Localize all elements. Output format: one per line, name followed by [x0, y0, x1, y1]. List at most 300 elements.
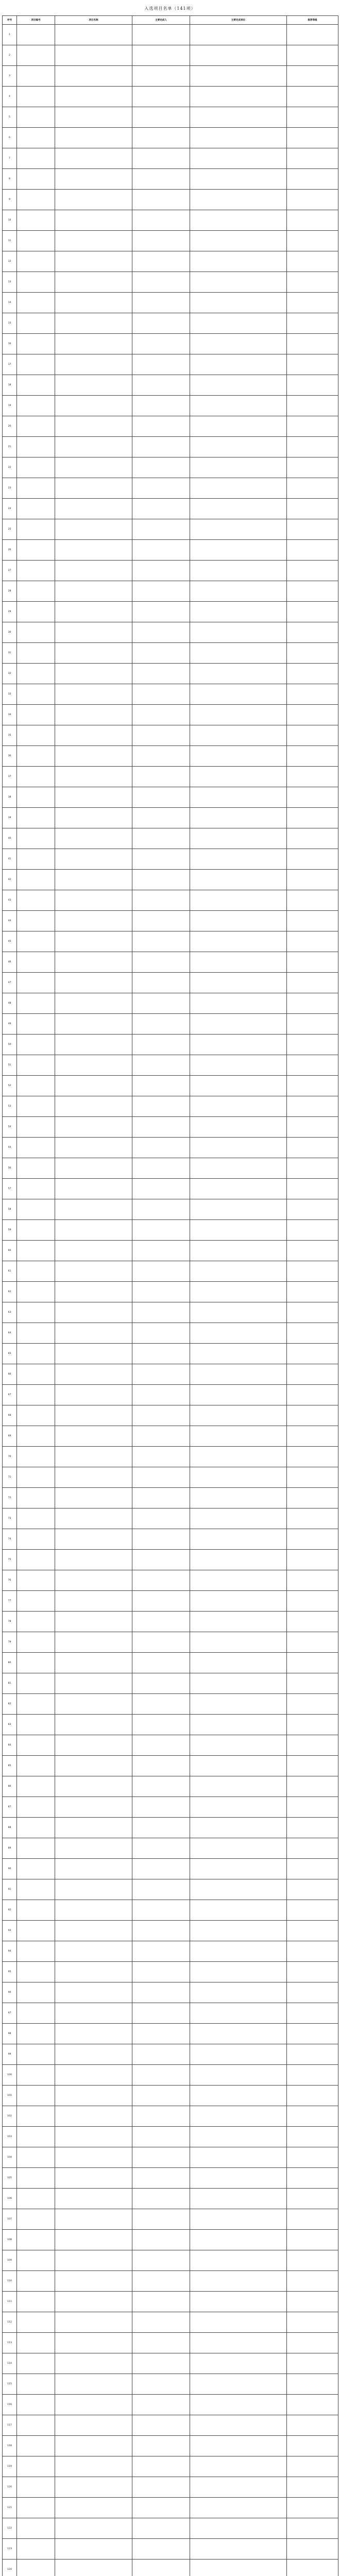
cell-no: 56 [3, 1158, 17, 1179]
table-row [3, 2127, 338, 2147]
cell-name [55, 870, 132, 890]
cell-unit [190, 107, 287, 128]
cell-level [287, 849, 338, 870]
cell-no: 63 [3, 1302, 17, 1323]
cell-no: 101 [3, 2086, 17, 2106]
cell-level [287, 1035, 338, 1055]
cell-name [55, 2518, 132, 2539]
cell-name [55, 993, 132, 1014]
cell-name [55, 1055, 132, 1076]
cell-unit [190, 1509, 287, 1529]
table-row [3, 911, 338, 931]
cell-level [287, 2147, 338, 2168]
cell-unit [190, 911, 287, 931]
cell-unit [190, 148, 287, 169]
cell-no: 82 [3, 1694, 17, 1715]
cell-no: 58 [3, 1199, 17, 1220]
cell-unit [190, 952, 287, 973]
cell-level [287, 251, 338, 272]
cell-name [55, 148, 132, 169]
cell-name [55, 210, 132, 231]
cell-level [287, 1364, 338, 1385]
cell-unit [190, 1405, 287, 1426]
table-row [3, 416, 338, 437]
cell-name [55, 2044, 132, 2065]
cell-authors [132, 2353, 190, 2374]
cell-authors [132, 767, 190, 787]
cell-level [287, 396, 338, 416]
table-row [3, 169, 338, 190]
cell-id [17, 478, 55, 499]
cell-no: 94 [3, 1941, 17, 1962]
cell-name [55, 1385, 132, 1405]
cell-unit [190, 1117, 287, 1138]
cell-level [287, 1694, 338, 1715]
cell-id [17, 1488, 55, 1509]
cell-level [287, 1570, 338, 1591]
table-row [3, 1076, 338, 1096]
cell-no: 97 [3, 2003, 17, 2024]
cell-unit [190, 1467, 287, 1488]
cell-id [17, 66, 55, 87]
table-row [3, 952, 338, 973]
cell-no: 116 [3, 2395, 17, 2415]
cell-id [17, 2560, 55, 2576]
cell-name [55, 787, 132, 808]
cell-id [17, 2415, 55, 2436]
cell-no: 31 [3, 643, 17, 664]
cell-authors [132, 2415, 190, 2436]
cell-authors [132, 2209, 190, 2230]
cell-level [287, 1715, 338, 1735]
cell-unit [190, 478, 287, 499]
table-row [3, 2415, 338, 2436]
cell-unit [190, 2560, 287, 2576]
cell-unit [190, 2065, 287, 2086]
cell-id [17, 1199, 55, 1220]
cell-unit [190, 2518, 287, 2539]
cell-name [55, 2086, 132, 2106]
cell-name [55, 1715, 132, 1735]
cell-unit [190, 190, 287, 210]
table-row [3, 1364, 338, 1385]
cell-unit [190, 1529, 287, 1550]
cell-unit [190, 1199, 287, 1220]
cell-name [55, 2003, 132, 2024]
cell-id [17, 2456, 55, 2477]
table-row [3, 2209, 338, 2230]
cell-id [17, 1921, 55, 1941]
cell-id [17, 1529, 55, 1550]
cell-authors [132, 1488, 190, 1509]
cell-level [287, 746, 338, 767]
table-row [3, 2271, 338, 2292]
cell-id [17, 1076, 55, 1096]
cell-unit [190, 849, 287, 870]
table-row [3, 602, 338, 622]
cell-unit [190, 787, 287, 808]
cell-id [17, 2230, 55, 2250]
cell-unit [190, 993, 287, 1014]
cell-authors [132, 1756, 190, 1776]
cell-name [55, 1509, 132, 1529]
cell-no: 119 [3, 2456, 17, 2477]
cell-no: 118 [3, 2436, 17, 2456]
table-row [3, 2333, 338, 2353]
cell-level [287, 1179, 338, 1199]
cell-name [55, 2147, 132, 2168]
cell-no: 1 [3, 25, 17, 45]
cell-authors [132, 952, 190, 973]
cell-authors [132, 2024, 190, 2044]
table-row [3, 1096, 338, 1117]
cell-name [55, 1859, 132, 1879]
cell-authors [132, 1838, 190, 1859]
table-row [3, 1323, 338, 1344]
cell-no: 53 [3, 1096, 17, 1117]
cell-unit [190, 2044, 287, 2065]
cell-no: 72 [3, 1488, 17, 1509]
cell-authors [132, 1261, 190, 1282]
cell-authors [132, 1900, 190, 1921]
cell-no: 16 [3, 334, 17, 354]
cell-id [17, 931, 55, 952]
cell-unit [190, 725, 287, 746]
cell-level [287, 2250, 338, 2271]
cell-no: 112 [3, 2312, 17, 2333]
cell-authors [132, 1632, 190, 1653]
table-row [3, 1818, 338, 1838]
cell-unit [190, 416, 287, 437]
table-row [3, 1776, 338, 1797]
cell-no: 51 [3, 1055, 17, 1076]
cell-id [17, 1117, 55, 1138]
cell-unit [190, 870, 287, 890]
cell-authors [132, 2456, 190, 2477]
cell-unit [190, 1797, 287, 1818]
cell-id [17, 1302, 55, 1323]
table-row [3, 993, 338, 1014]
cell-no: 113 [3, 2333, 17, 2353]
cell-unit [190, 1302, 287, 1323]
cell-level [287, 2477, 338, 2498]
cell-level [287, 313, 338, 334]
cell-authors [132, 45, 190, 66]
table-row [3, 2353, 338, 2374]
table-row [3, 148, 338, 169]
table-row [3, 746, 338, 767]
table-row [3, 2024, 338, 2044]
cell-id [17, 396, 55, 416]
cell-name [55, 1550, 132, 1570]
cell-unit [190, 808, 287, 828]
cell-authors [132, 808, 190, 828]
cell-level [287, 293, 338, 313]
cell-id [17, 251, 55, 272]
cell-level [287, 2395, 338, 2415]
cell-level [287, 1447, 338, 1467]
cell-unit [190, 437, 287, 457]
cell-no: 15 [3, 313, 17, 334]
cell-name [55, 1302, 132, 1323]
cell-level [287, 1735, 338, 1756]
cell-no: 5 [3, 107, 17, 128]
header-unit: 主要完成单位 [190, 16, 287, 25]
cell-id [17, 1818, 55, 1838]
table-row [3, 66, 338, 87]
cell-authors [132, 1962, 190, 1982]
cell-authors [132, 705, 190, 725]
cell-no: 79 [3, 1632, 17, 1653]
cell-id [17, 746, 55, 767]
cell-no: 117 [3, 2415, 17, 2436]
cell-authors [132, 1014, 190, 1035]
cell-name [55, 1447, 132, 1467]
cell-id [17, 1323, 55, 1344]
cell-level [287, 1941, 338, 1962]
table-row [3, 1962, 338, 1982]
cell-no: 106 [3, 2189, 17, 2209]
cell-no: 66 [3, 1364, 17, 1385]
table-row [3, 1859, 338, 1879]
cell-id [17, 973, 55, 993]
table-row [3, 931, 338, 952]
table-row [3, 1921, 338, 1941]
header-level: 推荐等级 [287, 16, 338, 25]
cell-id [17, 1364, 55, 1385]
cell-level [287, 354, 338, 375]
cell-no: 8 [3, 169, 17, 190]
cell-unit [190, 1900, 287, 1921]
cell-level [287, 643, 338, 664]
cell-id [17, 1509, 55, 1529]
cell-name [55, 272, 132, 293]
table-row [3, 210, 338, 231]
cell-authors [132, 2147, 190, 2168]
cell-id [17, 2250, 55, 2271]
cell-unit [190, 1488, 287, 1509]
cell-name [55, 973, 132, 993]
table-row [3, 808, 338, 828]
cell-name [55, 952, 132, 973]
table-row [3, 1138, 338, 1158]
cell-level [287, 952, 338, 973]
table-row [3, 664, 338, 684]
cell-id [17, 664, 55, 684]
cell-authors [132, 1344, 190, 1364]
cell-id [17, 1962, 55, 1982]
table-row [3, 2003, 338, 2024]
cell-authors [132, 1385, 190, 1405]
cell-level [287, 2415, 338, 2436]
table-row [3, 2065, 338, 2086]
cell-level [287, 725, 338, 746]
cell-no: 57 [3, 1179, 17, 1199]
cell-authors [132, 1179, 190, 1199]
cell-unit [190, 2271, 287, 2292]
cell-id [17, 293, 55, 313]
cell-name [55, 128, 132, 148]
cell-unit [190, 684, 287, 705]
cell-authors [132, 2271, 190, 2292]
table-row [3, 2044, 338, 2065]
cell-name [55, 1405, 132, 1426]
cell-level [287, 2539, 338, 2560]
cell-level [287, 1467, 338, 1488]
cell-unit [190, 334, 287, 354]
cell-name [55, 396, 132, 416]
cell-no: 23 [3, 478, 17, 499]
table-row [3, 354, 338, 375]
cell-id [17, 1344, 55, 1364]
table-row [3, 1344, 338, 1364]
table-row [3, 2539, 338, 2560]
cell-id [17, 1859, 55, 1879]
cell-name [55, 2498, 132, 2518]
cell-no: 32 [3, 664, 17, 684]
cell-unit [190, 2333, 287, 2353]
cell-unit [190, 1921, 287, 1941]
table-row [3, 190, 338, 210]
cell-authors [132, 1117, 190, 1138]
cell-id [17, 1776, 55, 1797]
table-row [3, 1055, 338, 1076]
cell-level [287, 2333, 338, 2353]
cell-id [17, 1735, 55, 1756]
cell-unit [190, 1076, 287, 1096]
cell-name [55, 519, 132, 540]
cell-level [287, 1982, 338, 2003]
cell-no: 29 [3, 602, 17, 622]
cell-id [17, 2436, 55, 2456]
table-header [3, 16, 338, 25]
cell-authors [132, 2498, 190, 2518]
cell-authors [132, 1035, 190, 1055]
cell-name [55, 2271, 132, 2292]
cell-name [55, 1426, 132, 1447]
table-row [3, 2312, 338, 2333]
cell-no: 41 [3, 849, 17, 870]
cell-level [287, 437, 338, 457]
table-row [3, 25, 338, 45]
cell-no: 109 [3, 2250, 17, 2271]
cell-authors [132, 2106, 190, 2127]
cell-name [55, 1756, 132, 1776]
cell-unit [190, 1096, 287, 1117]
cell-level [287, 2560, 338, 2576]
cell-authors [132, 1426, 190, 1447]
cell-id [17, 1550, 55, 1570]
cell-unit [190, 1735, 287, 1756]
cell-level [287, 1076, 338, 1096]
cell-no: 74 [3, 1529, 17, 1550]
cell-id [17, 437, 55, 457]
cell-unit [190, 293, 287, 313]
cell-name [55, 1344, 132, 1364]
cell-unit [190, 272, 287, 293]
cell-id [17, 1405, 55, 1426]
cell-no: 47 [3, 973, 17, 993]
cell-name [55, 602, 132, 622]
cell-unit [190, 581, 287, 602]
cell-name [55, 1199, 132, 1220]
cell-id [17, 1570, 55, 1591]
cell-authors [132, 87, 190, 107]
cell-name [55, 1879, 132, 1900]
cell-unit [190, 1282, 287, 1302]
cell-no: 39 [3, 808, 17, 828]
cell-name [55, 354, 132, 375]
cell-id [17, 1694, 55, 1715]
table-row [3, 1838, 338, 1859]
cell-name [55, 2333, 132, 2353]
cell-level [287, 705, 338, 725]
cell-authors [132, 1529, 190, 1550]
cell-no: 83 [3, 1715, 17, 1735]
cell-id [17, 1900, 55, 1921]
cell-no: 59 [3, 1220, 17, 1241]
table-row [3, 2250, 338, 2271]
cell-authors [132, 1715, 190, 1735]
cell-id [17, 911, 55, 931]
cell-authors [132, 148, 190, 169]
table-row [3, 457, 338, 478]
cell-no: 89 [3, 1838, 17, 1859]
table-row [3, 2477, 338, 2498]
cell-authors [132, 1735, 190, 1756]
cell-level [287, 808, 338, 828]
cell-unit [190, 2189, 287, 2209]
cell-name [55, 2436, 132, 2456]
table-row [3, 2518, 338, 2539]
cell-name [55, 1117, 132, 1138]
table-row [3, 251, 338, 272]
cell-unit [190, 87, 287, 107]
cell-authors [132, 2312, 190, 2333]
cell-authors [132, 313, 190, 334]
cell-name [55, 2292, 132, 2312]
cell-level [287, 767, 338, 787]
cell-no: 107 [3, 2209, 17, 2230]
cell-no: 45 [3, 931, 17, 952]
cell-no: 114 [3, 2353, 17, 2374]
cell-id [17, 643, 55, 664]
cell-level [287, 190, 338, 210]
table-row [3, 2374, 338, 2395]
cell-name [55, 1694, 132, 1715]
cell-authors [132, 2395, 190, 2415]
cell-name [55, 1818, 132, 1838]
cell-name [55, 1653, 132, 1673]
cell-unit [190, 1323, 287, 1344]
table-row [3, 1632, 338, 1653]
cell-unit [190, 2353, 287, 2374]
cell-authors [132, 828, 190, 849]
cell-no: 30 [3, 622, 17, 643]
cell-name [55, 313, 132, 334]
cell-unit [190, 931, 287, 952]
cell-unit [190, 66, 287, 87]
table-row [3, 561, 338, 581]
cell-id [17, 2518, 55, 2539]
table-row [3, 2292, 338, 2312]
cell-no: 33 [3, 684, 17, 705]
cell-id [17, 2353, 55, 2374]
cell-name [55, 2395, 132, 2415]
cell-unit [190, 2395, 287, 2415]
cell-no: 62 [3, 1282, 17, 1302]
cell-level [287, 1962, 338, 1982]
